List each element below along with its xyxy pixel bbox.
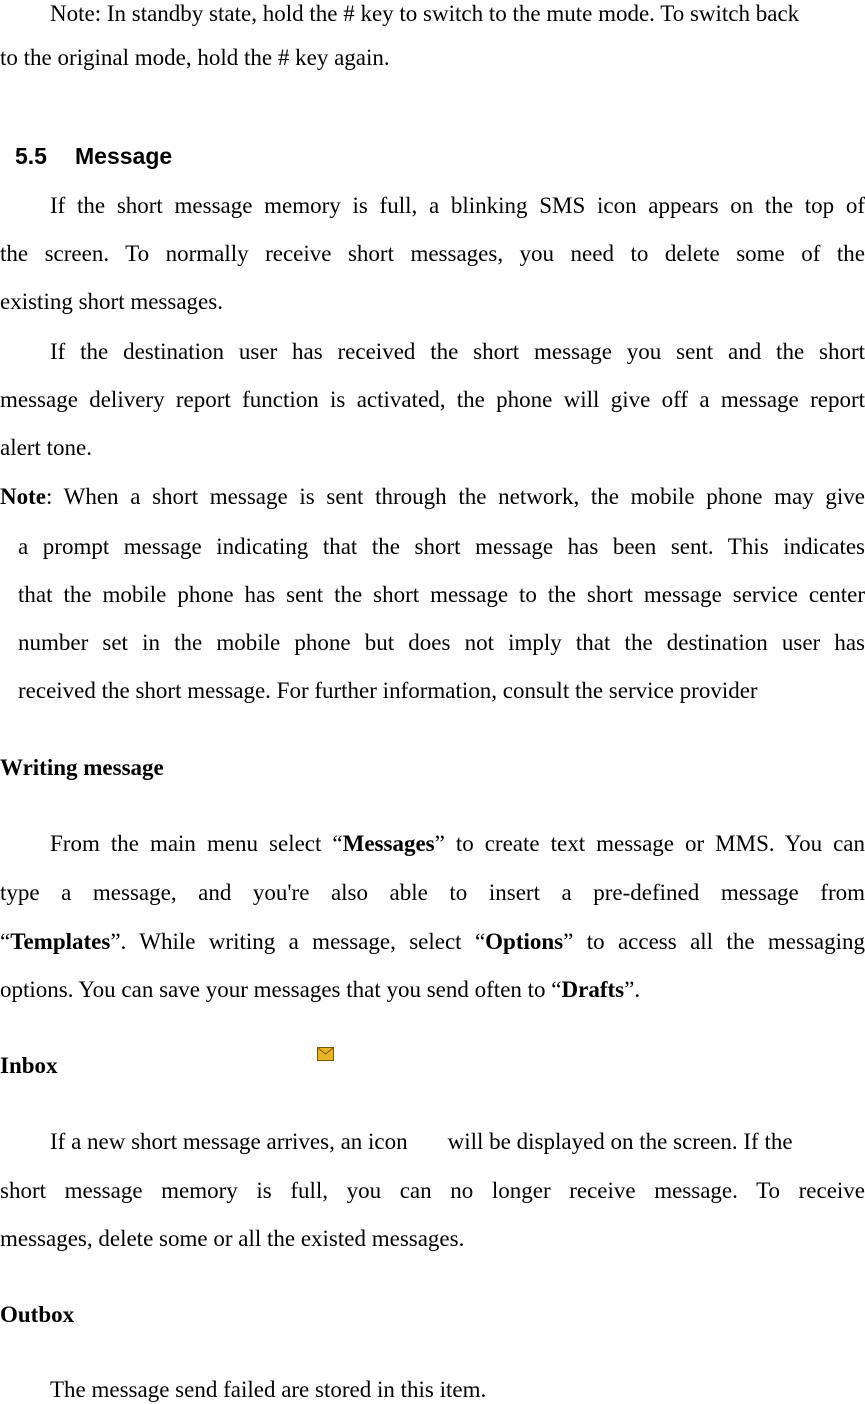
- writing-heading: Writing message: [0, 755, 164, 780]
- para2-line-2: message delivery report function is activated, the phone will give off a message report: [0, 387, 865, 412]
- inbox-line-2: short message memory is full, you can no longer receive message. To receive: [0, 1178, 865, 1203]
- note-line-1: Note: When a short message is sent through the network, the mobile phone may give: [0, 484, 865, 509]
- para1-line-3: existing short messages.: [0, 289, 223, 314]
- note-label: Note: [0, 484, 46, 509]
- envelope-icon: [317, 1047, 334, 1061]
- inbox-line-1: If a new short message arrives, an icon will be displayed on the screen. If the: [50, 1129, 793, 1154]
- para2-line-1: If the destination user has received the short message you sent and the short: [50, 339, 865, 364]
- note-line-3: that the mobile phone has sent the short message to the short message service center: [18, 582, 865, 607]
- writing-line-1: From the main menu select “Messages” to create text message or MMS. You can: [50, 831, 865, 856]
- outbox-line-1: The message send failed are stored in this item.: [50, 1377, 487, 1402]
- para1-line-2: the screen. To normally receive short messages, you need to delete some of the: [0, 241, 865, 266]
- para2-line-3: alert tone.: [0, 435, 92, 460]
- note-line-2: a prompt message indicating that the short message has been sent. This indicates: [18, 534, 865, 559]
- para1-line-1: If the short message memory is full, a blinking SMS icon appears on the top of: [50, 193, 865, 218]
- section-heading: [15, 142, 172, 170]
- inbox-line-3: messages, delete some or all the existed messages.: [0, 1226, 465, 1251]
- writing-line-4: options. You can save your messages that you send often to “Drafts”.: [0, 977, 641, 1002]
- writing-line-3: “Templates”. While writing a message, select “Options” to access all the messaging: [0, 929, 865, 954]
- outbox-heading: Outbox: [0, 1302, 75, 1327]
- writing-line-2: type a message, and you're also able to insert a pre-defined message from: [0, 880, 865, 905]
- intro-note-line-2: to the original mode, hold the # key again.: [0, 45, 390, 70]
- inbox-heading: Inbox: [0, 1053, 58, 1078]
- note-line-4: number set in the mobile phone but does not imply that the destination user has: [18, 630, 865, 655]
- section-number: 5.5: [15, 143, 47, 169]
- note-line-5: received the short message. For further information, consult the service provider: [18, 678, 758, 703]
- section-title: Message: [75, 143, 173, 169]
- intro-note-line-1: Note: In standby state, hold the # key to switch to the mute mode. To switch back: [50, 1, 800, 26]
